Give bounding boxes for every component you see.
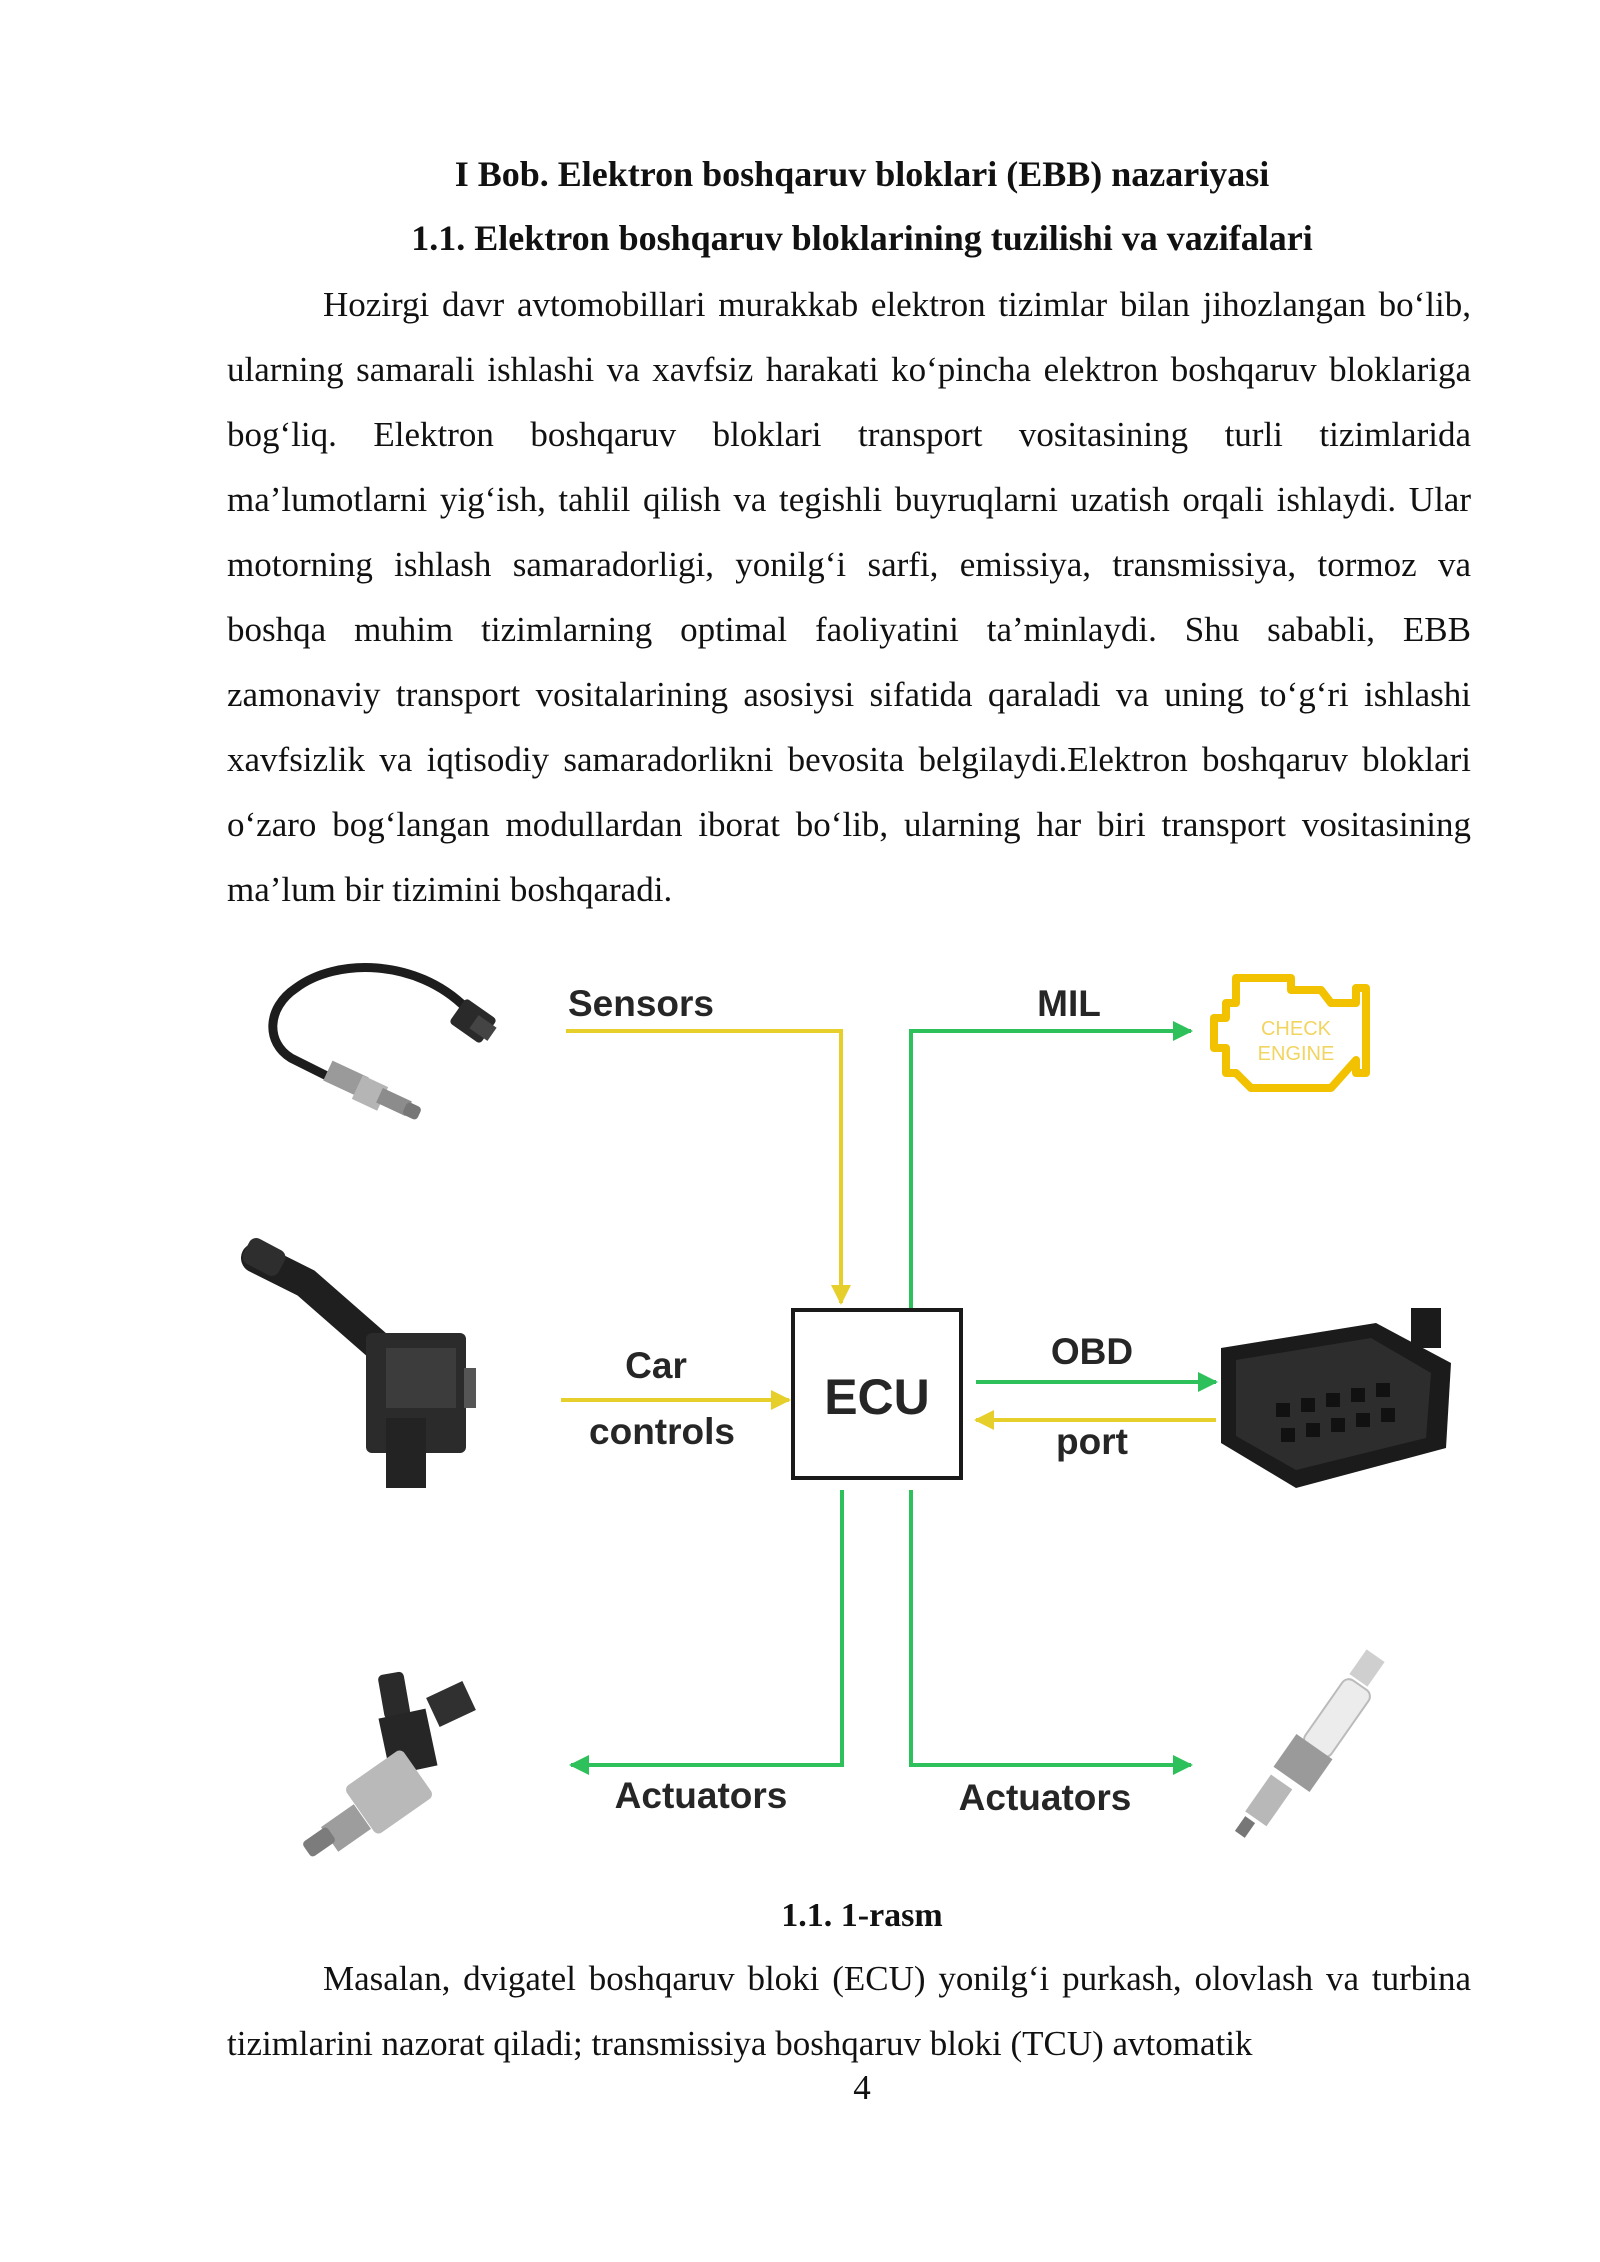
chapter-title: I Bob. Elektron boshqaruv bloklari (EBB) nazariyasi (454, 154, 1270, 194)
figure-caption: 1.1. 1-rasm (781, 1897, 943, 1934)
check-engine-text-line1: CHECK (1260, 1018, 1332, 1040)
section-title: 1.1. Elektron boshqaruv bloklarining tuzilishi va vazifalari (411, 218, 1313, 258)
car-controls-label-line1: Car (625, 1345, 687, 1386)
obd-label-line1: OBD (1050, 1331, 1134, 1372)
page-number: 4 (853, 2068, 871, 2107)
paragraph-text: Masalan, dvigatel boshqaruv bloki (ECU) yonilg‘i purkash, olovlash va turbina tizimlarini nazorat qiladi; transmissiya boshqaruv bloki (TCU) avtomatik (227, 1959, 1471, 2063)
oxygen-sensor-icon (273, 968, 497, 1121)
ecu-diagram (236, 948, 1466, 1878)
steering-column-switch-icon (240, 1235, 476, 1488)
left-actuator-arrow (571, 1490, 842, 1765)
check-engine-text-line2: ENGINE (1257, 1043, 1335, 1065)
paragraph-text: Hozirgi davr avtomobillari murakkab elektron tizimlar bilan jihozlangan bo‘lib, ularning samarali ishlashi va xavfsiz harakati ko‘pincha elektron boshqaruv bloklariga bog‘liq. Elektron boshqaruv bloklari transport vositasining turli tizimlarida ma’lumotlarni yig‘ish, tahlil qilish va tegishli buyruqlarni uzatish orqali ishlaydi. Ular motorning ishlash samaradorligi, yonilg‘i sarfi, emissiya, transmissiya, tormoz va boshqa muhim tizimlarning optimal faoliyatini ta’minlaydi. Shu sababli, EBB zamonaviy transport vositalarining asosiysi sifatida qaraladi va uning to‘g‘ri ishlashi xavfsizlik va iqtisodiy samaradorlikni bevosita belgilaydi.Elektron boshqaruv bloklari o‘zaro bog‘langan modullardan iborat bo‘lib, ularning har biri transport vositasining ma’lum bir tizimini boshqaradi. (227, 285, 1471, 909)
actuators-left-label: Actuators (614, 1775, 788, 1816)
mil-output-arrow (911, 1031, 1191, 1310)
ecu-box (793, 1310, 961, 1478)
check-engine-icon (1214, 978, 1366, 1088)
sensors-label: Sensors (568, 983, 715, 1024)
sensor-input-arrow (566, 1031, 841, 1303)
obd-label-line2: port (1056, 1421, 1128, 1462)
right-actuator-arrow (911, 1490, 1191, 1765)
obd-connector-icon (1221, 1308, 1451, 1488)
body-paragraph-1 (227, 272, 1471, 922)
fuel-injector-icon (302, 1671, 476, 1858)
spark-plug-icon (1235, 1649, 1385, 1837)
actuators-right-label: Actuators (958, 1777, 1132, 1818)
body-paragraph-2 (227, 1946, 1471, 2076)
car-controls-label-line2: controls (589, 1411, 735, 1452)
mil-label: MIL (1037, 983, 1101, 1024)
ecu-label: ECU (824, 1369, 930, 1425)
